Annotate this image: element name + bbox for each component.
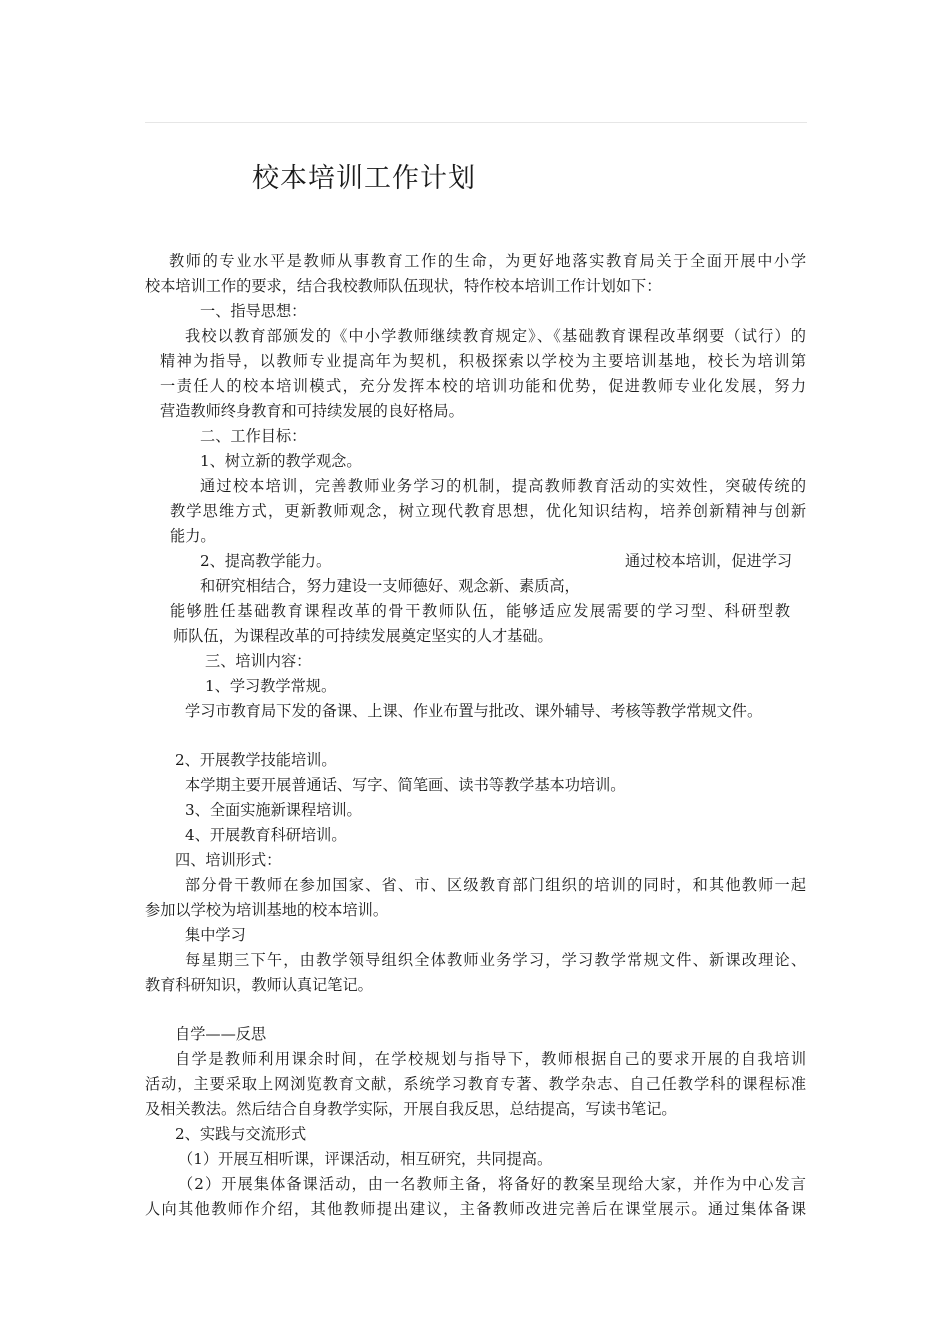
subheading: 1、学习教学常规。 xyxy=(205,677,337,695)
subheading: 2、提高教学能力。 xyxy=(200,552,332,570)
paragraph-line: 一责任人的校本培训模式，充分发挥本校的培训功能和优势，促进教师专业化发展，努力 xyxy=(160,377,806,395)
paragraph-line: 教育科研知识，教师认真记笔记。 xyxy=(145,976,373,994)
subheading: 自学——反思 xyxy=(175,1025,267,1043)
paragraph-line: 教师的专业水平是教师从事教育工作的生命，为更好地落实教育局关于全面开展中小学 xyxy=(169,252,806,270)
section-heading: 一、指导思想： xyxy=(200,302,307,320)
subheading: 4、开展教育科研培训。 xyxy=(185,826,347,844)
subheading: 3、全面实施新课程培训。 xyxy=(185,801,362,819)
paragraph-line: 及相关教法。然后结合自身教学实际，开展自我反思，总结提高，写读书笔记。 xyxy=(145,1100,677,1118)
header-divider xyxy=(145,122,807,123)
paragraph-line: 我校以教育部颁发的《中小学教师继续教育规定》、《基础教育课程改革纲要（试行）的 xyxy=(185,327,806,345)
paragraph-line: 校本培训工作的要求，结合我校教师队伍现状，特作校本培训工作计划如下： xyxy=(145,277,662,295)
paragraph-line: （1）开展互相听课，评课活动，相互研究，共同提高。 xyxy=(178,1150,553,1168)
paragraph-line: 学习市教育局下发的备课、上课、作业布置与批改、课外辅导、考核等教学常规文件。 xyxy=(185,702,763,720)
paragraph-line: 本学期主要开展普通话、写字、简笔画、读书等教学基本功培训。 xyxy=(185,776,626,794)
paragraph-line: 教学思维方式，更新教师观念，树立现代教育思想，优化知识结构，培养创新精神与创新 xyxy=(170,502,806,520)
subheading: 集中学习 xyxy=(185,926,246,944)
document-title: 校本培训工作计划 xyxy=(252,163,476,194)
subheading: 2、开展教学技能培训。 xyxy=(175,751,337,769)
subheading: 1、树立新的教学观念。 xyxy=(200,452,362,470)
section-heading: 三、培训内容： xyxy=(205,652,312,670)
paragraph-line: 自学是教师利用课余时间，在学校规划与指导下，教师根据自己的要求开展的自我培训 xyxy=(175,1050,806,1068)
paragraph-line: 通过校本培训，促进学习 xyxy=(625,552,793,570)
paragraph-line: 人向其他教师作介绍，其他教师提出建议，主备教师改进完善后在课堂展示。通过集体备课 xyxy=(145,1200,806,1218)
section-heading: 二、工作目标： xyxy=(200,427,307,445)
paragraph-line: 能够胜任基础教育课程改革的骨干教师队伍，能够适应发展需要的学习型、科研型教 xyxy=(170,602,790,620)
paragraph-line: 活动，主要采取上网浏览教育文献，系统学习教育专著、教学杂志、自己任教学科的课程标准 xyxy=(145,1075,806,1093)
paragraph-line: 每星期三下午，由教学领导组织全体教师业务学习，学习教学常规文件、新课改理论、 xyxy=(185,951,806,969)
paragraph-line: 营造教师终身教育和可持续发展的良好格局。 xyxy=(160,402,464,420)
paragraph-line: 参加以学校为培训基地的校本培训。 xyxy=(145,901,388,919)
paragraph-line: 师队伍，为课程改革的可持续发展奠定坚实的人才基础。 xyxy=(173,627,553,645)
paragraph-line: 通过校本培训，完善教师业务学习的机制，提高教师教育活动的实效性，突破传统的 xyxy=(200,477,806,495)
paragraph-line: 部分骨干教师在参加国家、省、市、区级教育部门组织的培训的同时，和其他教师一起 xyxy=(185,876,806,894)
section-heading: 四、培训形式： xyxy=(175,851,282,869)
paragraph-line: 能力。 xyxy=(170,527,216,545)
paragraph-line: （2）开展集体备课活动，由一名教师主备，将备好的教案呈现给大家，并作为中心发言 xyxy=(178,1175,806,1193)
subheading: 2、实践与交流形式 xyxy=(175,1125,307,1143)
paragraph-line: 和研究相结合，努力建设一支师德好、观念新、素质高， xyxy=(200,577,580,595)
paragraph-line: 精神为指导，以教师专业提高年为契机，积极探索以学校为主要培训基地，校长为培训第 xyxy=(160,352,806,370)
